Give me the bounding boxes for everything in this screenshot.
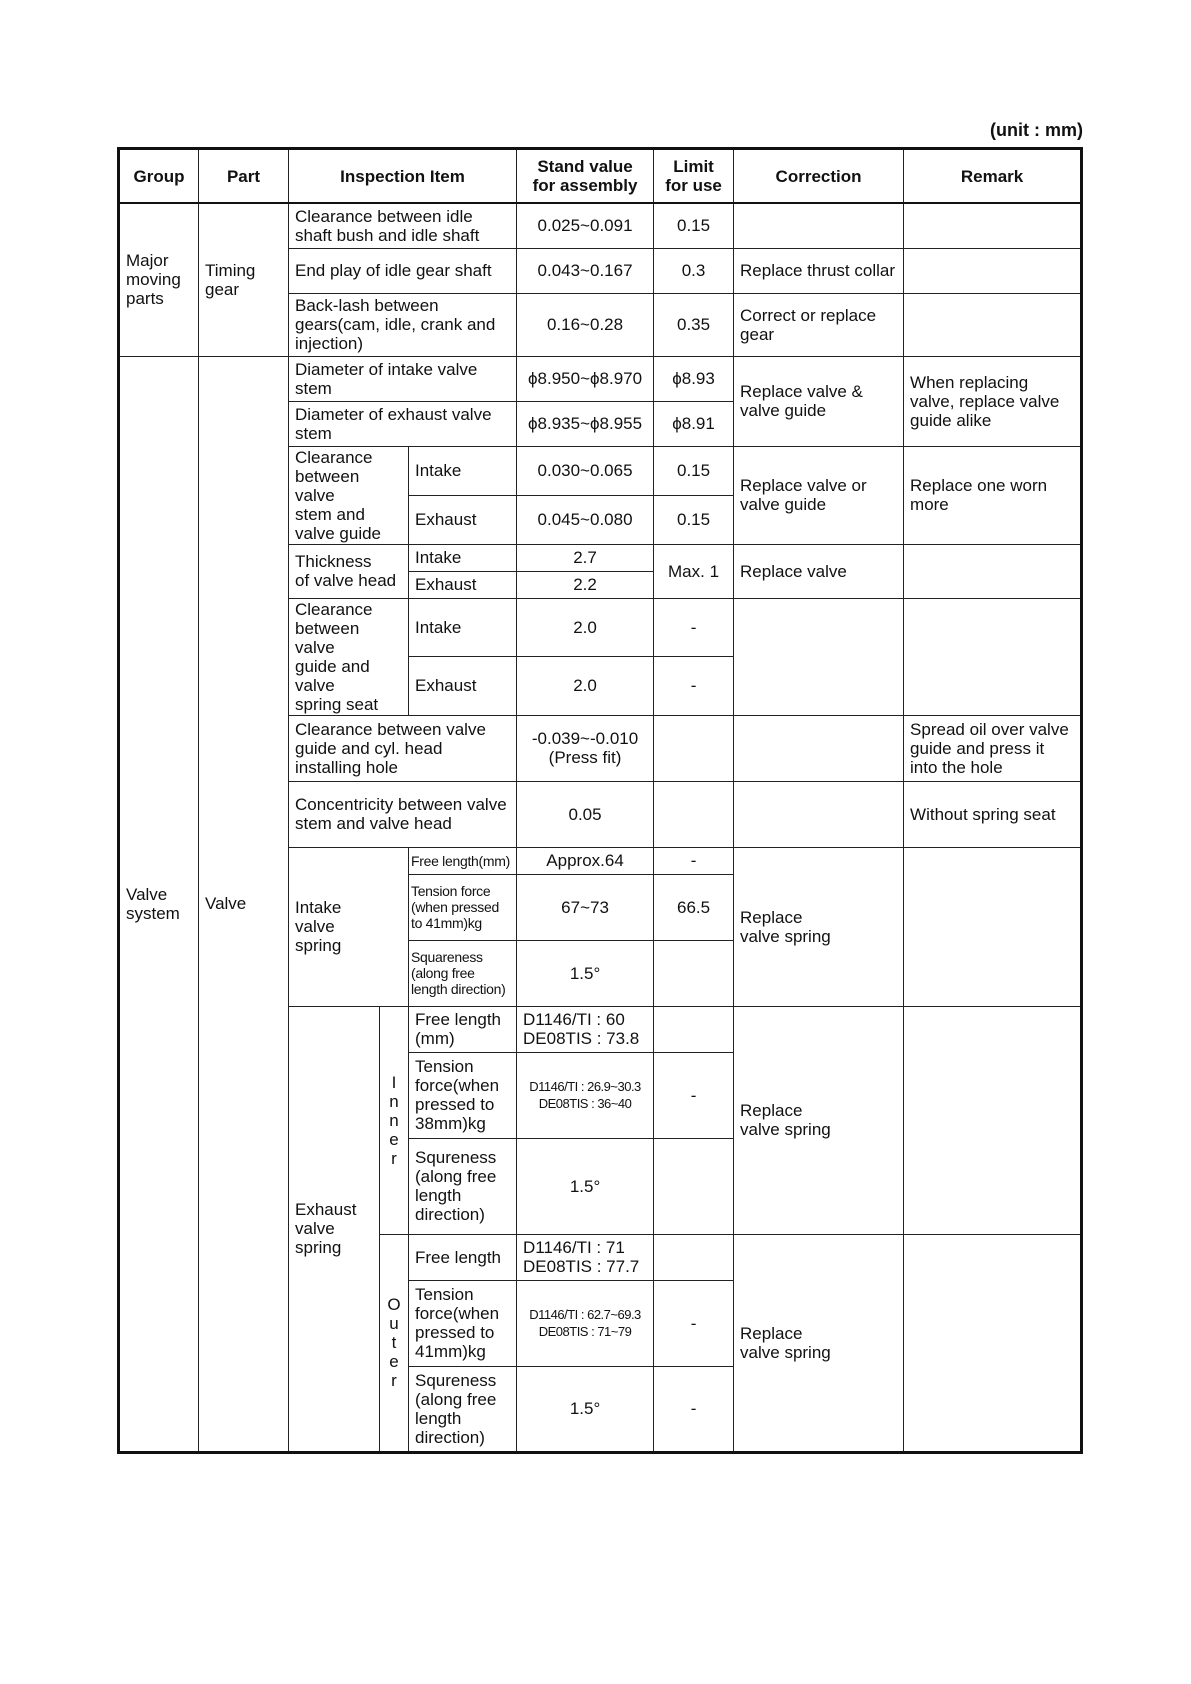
sub-item: Tension force(when pressed to 38mm)kg [409, 1052, 517, 1138]
limit-value [654, 1006, 734, 1052]
table-row [119, 356, 1082, 401]
inspection-item: Clearance between valve guide and valve spring seat [289, 598, 409, 715]
sub-item-intake: Intake [409, 446, 517, 495]
inspection-item: Clearance between idle shaft bush and idle shaft [289, 203, 517, 248]
sub-item: Free length(mm) [409, 847, 517, 874]
correction: Replace valve spring [734, 1006, 904, 1234]
stand-value: 2.0 [517, 657, 654, 716]
stand-value: D1146/TI : 26.9~30.3 DE08TIS : 36~40 [517, 1052, 654, 1138]
limit-value: - [654, 1366, 734, 1452]
stand-value: 0.05 [517, 781, 654, 847]
stand-value: ϕ8.935~ϕ8.955 [517, 401, 654, 446]
remark: When replacing valve, replace valve guide alike [904, 356, 1082, 446]
stand-value: ϕ8.950~ϕ8.970 [517, 356, 654, 401]
correction: Correct or replace gear [734, 293, 904, 356]
sub-item: Free length [409, 1234, 517, 1280]
limit-value [654, 1234, 734, 1280]
unit-label: (unit : mm) [990, 120, 1083, 140]
remark [904, 847, 1082, 1006]
limit-value: 0.15 [654, 446, 734, 495]
stand-value: 1.5° [517, 940, 654, 1006]
stand-value: 0.025~0.091 [517, 203, 654, 248]
correction [734, 715, 904, 781]
limit-value: 0.3 [654, 248, 734, 293]
header-limit: Limit for use [654, 149, 734, 204]
inspection-item: End play of idle gear shaft [289, 248, 517, 293]
inspection-item: Clearance between valve stem and valve guide [289, 446, 409, 544]
remark [904, 1006, 1082, 1234]
stand-value: 0.043~0.167 [517, 248, 654, 293]
stand-value: 1.5° [517, 1138, 654, 1234]
limit-value: 66.5 [654, 874, 734, 940]
limit-value: - [654, 598, 734, 657]
remark [904, 544, 1082, 598]
stand-value: 1.5° [517, 1366, 654, 1452]
correction: Replace thrust collar [734, 248, 904, 293]
correction: Replace valve [734, 544, 904, 598]
sub-item-exhaust: Exhaust [409, 495, 517, 544]
correction [734, 598, 904, 715]
table-row [119, 203, 1082, 248]
remark: Replace one worn more [904, 446, 1082, 544]
header-group: Group [119, 149, 199, 204]
header-row [119, 149, 1082, 204]
stand-value: D1146/TI : 60 DE08TIS : 73.8 [517, 1006, 654, 1052]
stand-value: 0.030~0.065 [517, 446, 654, 495]
stand-value: 67~73 [517, 874, 654, 940]
remark: Without spring seat [904, 781, 1082, 847]
remark [904, 248, 1082, 293]
header-remark: Remark [904, 149, 1082, 204]
remark [904, 203, 1082, 248]
limit-value: 0.15 [654, 495, 734, 544]
inner-label: I n n e r [380, 1006, 409, 1234]
stand-value: D1146/TI : 62.7~69.3 DE08TIS : 71~79 [517, 1280, 654, 1366]
part-timing-gear: Timing gear [199, 203, 289, 356]
sub-item-exhaust: Exhaust [409, 657, 517, 716]
limit-value: - [654, 1052, 734, 1138]
sub-item: Squreness (along free length direction) [409, 1366, 517, 1452]
header-inspection-item: Inspection Item [289, 149, 517, 204]
limit-value: 0.15 [654, 203, 734, 248]
limit-value: Max. 1 [654, 544, 734, 598]
sub-item: Tension force(when pressed to 41mm)kg [409, 1280, 517, 1366]
sub-item-intake: Intake [409, 598, 517, 657]
correction [734, 781, 904, 847]
limit-value: ϕ8.91 [654, 401, 734, 446]
limit-value: ϕ8.93 [654, 356, 734, 401]
header-stand-value: Stand value for assembly [517, 149, 654, 204]
header-part: Part [199, 149, 289, 204]
correction: Replace valve & valve guide [734, 356, 904, 446]
correction: Replace valve spring [734, 847, 904, 1006]
limit-value [654, 781, 734, 847]
stand-value: D1146/TI : 71 DE08TIS : 77.7 [517, 1234, 654, 1280]
remark: Spread oil over valve guide and press it into the hole [904, 715, 1082, 781]
limit-value: - [654, 847, 734, 874]
limit-value: - [654, 657, 734, 716]
sub-item: Free length (mm) [409, 1006, 517, 1052]
limit-value [654, 1138, 734, 1234]
inspection-table [117, 147, 1083, 1454]
limit-value: - [654, 1280, 734, 1366]
part-valve: Valve [199, 356, 289, 1452]
inspection-item: Clearance between valve guide and cyl. head installing hole [289, 715, 517, 781]
correction: Replace valve spring [734, 1234, 904, 1452]
inspection-item: Diameter of intake valve stem [289, 356, 517, 401]
inspection-item: Thickness of valve head [289, 544, 409, 598]
stand-value: 2.2 [517, 571, 654, 598]
header-correction: Correction [734, 149, 904, 204]
sub-item-exhaust: Exhaust [409, 571, 517, 598]
remark [904, 1234, 1082, 1452]
stand-value: 0.16~0.28 [517, 293, 654, 356]
limit-value: 0.35 [654, 293, 734, 356]
correction: Replace valve or valve guide [734, 446, 904, 544]
inspection-item: Diameter of exhaust valve stem [289, 401, 517, 446]
remark [904, 293, 1082, 356]
sub-item-intake: Intake [409, 544, 517, 571]
inspection-item: Back-lash between gears(cam, idle, crank and injection) [289, 293, 517, 356]
sub-item: Tension force (when pressed to 41mm)kg [409, 874, 517, 940]
outer-label: O u t e r [380, 1234, 409, 1452]
remark [904, 598, 1082, 715]
correction [734, 203, 904, 248]
limit-value [654, 715, 734, 781]
exhaust-valve-spring-label: Exhaust valve spring [289, 1006, 380, 1452]
group-major-moving-parts: Major moving parts [119, 203, 199, 356]
group-valve-system: Valve system [119, 356, 199, 1452]
stand-value: 2.7 [517, 544, 654, 571]
stand-value: Approx.64 [517, 847, 654, 874]
sub-item: Squreness (along free length direction) [409, 1138, 517, 1234]
sub-item: Squareness (along free length direction) [409, 940, 517, 1006]
stand-value: -0.039~-0.010 (Press fit) [517, 715, 654, 781]
stand-value: 0.045~0.080 [517, 495, 654, 544]
inspection-item: Concentricity between valve stem and valve head [289, 781, 517, 847]
limit-value [654, 940, 734, 1006]
intake-valve-spring-label: Intake valve spring [289, 847, 409, 1006]
stand-value: 2.0 [517, 598, 654, 657]
